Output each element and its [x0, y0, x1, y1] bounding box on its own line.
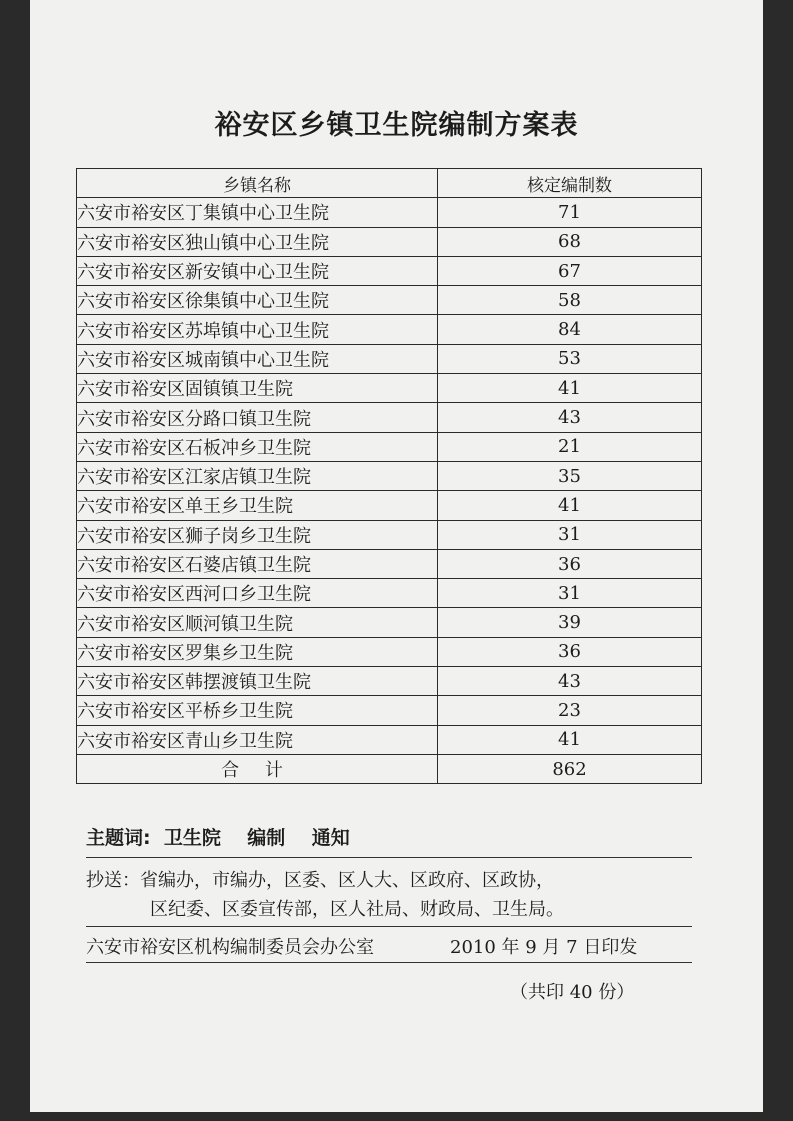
hospital-name-cell: 六安市裕安区狮子岗乡卫生院: [77, 520, 438, 549]
cc-list-line1: 抄送：省编办，市编办，区委、区人大、区政府、区政协，: [86, 870, 554, 891]
staffing-count-cell: 31: [438, 579, 702, 608]
table-row: [77, 725, 702, 754]
staffing-count-cell: 41: [438, 491, 702, 520]
staffing-count-cell: 23: [438, 696, 702, 725]
document-page: [30, 0, 763, 1112]
hospital-name-cell: 六安市裕安区石板冲乡卫生院: [77, 432, 438, 461]
hospital-name-cell: 六安市裕安区单王乡卫生院: [77, 491, 438, 520]
staffing-count-cell: 43: [438, 403, 702, 432]
table-row: [77, 198, 702, 227]
table-row: [77, 696, 702, 725]
table-row: [77, 520, 702, 549]
total-count: 862: [438, 754, 702, 783]
table-header-row: [77, 169, 702, 198]
table-row: [77, 461, 702, 490]
issuing-office: 六安市裕安区机构编制委员会办公室: [86, 937, 374, 958]
subject-keywords: 主题词: 卫生院 编制 通知: [86, 827, 350, 849]
staffing-table: [76, 168, 702, 784]
table-row: [77, 491, 702, 520]
table-row: [77, 432, 702, 461]
divider-line: [86, 962, 692, 963]
table-row: [77, 549, 702, 578]
hospital-name-cell: 六安市裕安区城南镇中心卫生院: [77, 344, 438, 373]
cc-list-line2: 区纪委、区委宣传部，区人社局、财政局、卫生局。: [150, 899, 564, 920]
issue-date: 2010 年 9 月 7 日印发: [450, 937, 638, 958]
staffing-count-cell: 53: [438, 344, 702, 373]
table-row: [77, 227, 702, 256]
staffing-count-cell: 39: [438, 608, 702, 637]
hospital-name-cell: 六安市裕安区西河口乡卫生院: [77, 579, 438, 608]
staffing-count-cell: 31: [438, 520, 702, 549]
hospital-name-cell: 六安市裕安区苏埠镇中心卫生院: [77, 315, 438, 344]
staffing-count-cell: 71: [438, 198, 702, 227]
staffing-count-cell: 84: [438, 315, 702, 344]
staffing-count-cell: 35: [438, 461, 702, 490]
table-row: [77, 403, 702, 432]
staffing-count-cell: 21: [438, 432, 702, 461]
table-body: [77, 198, 702, 755]
staffing-count-cell: 67: [438, 256, 702, 285]
staffing-count-cell: 41: [438, 374, 702, 403]
hospital-name-cell: 六安市裕安区固镇镇卫生院: [77, 374, 438, 403]
hospital-name-cell: 六安市裕安区徐集镇中心卫生院: [77, 286, 438, 315]
column-header-count: 核定编制数: [438, 169, 702, 198]
hospital-name-cell: 六安市裕安区独山镇中心卫生院: [77, 227, 438, 256]
total-label: 合 计: [77, 754, 438, 783]
hospital-name-cell: 六安市裕安区丁集镇中心卫生院: [77, 198, 438, 227]
total-row: [77, 754, 702, 783]
hospital-name-cell: 六安市裕安区江家店镇卫生院: [77, 461, 438, 490]
hospital-name-cell: 六安市裕安区石婆店镇卫生院: [77, 549, 438, 578]
staffing-count-cell: 36: [438, 637, 702, 666]
staffing-count-cell: 36: [438, 549, 702, 578]
table-row: [77, 344, 702, 373]
hospital-name-cell: 六安市裕安区顺河镇卫生院: [77, 608, 438, 637]
table-row: [77, 256, 702, 285]
hospital-name-cell: 六安市裕安区青山乡卫生院: [77, 725, 438, 754]
print-copies: （共印 40 份）: [510, 982, 635, 1003]
table-row: [77, 286, 702, 315]
table-row: [77, 315, 702, 344]
hospital-name-cell: 六安市裕安区韩摆渡镇卫生院: [77, 667, 438, 696]
table-row: [77, 667, 702, 696]
hospital-name-cell: 六安市裕安区罗集乡卫生院: [77, 637, 438, 666]
hospital-name-cell: 六安市裕安区新安镇中心卫生院: [77, 256, 438, 285]
hospital-name-cell: 六安市裕安区平桥乡卫生院: [77, 696, 438, 725]
staffing-count-cell: 43: [438, 667, 702, 696]
divider-line: [86, 926, 692, 927]
table-row: [77, 579, 702, 608]
staffing-count-cell: 68: [438, 227, 702, 256]
hospital-name-cell: 六安市裕安区分路口镇卫生院: [77, 403, 438, 432]
document-title: 裕安区乡镇卫生院编制方案表: [214, 110, 579, 141]
divider-line: [86, 857, 692, 858]
staffing-count-cell: 41: [438, 725, 702, 754]
staffing-count-cell: 58: [438, 286, 702, 315]
table-row: [77, 608, 702, 637]
table-row: [77, 637, 702, 666]
column-header-name: 乡镇名称: [77, 169, 438, 198]
table-row: [77, 374, 702, 403]
